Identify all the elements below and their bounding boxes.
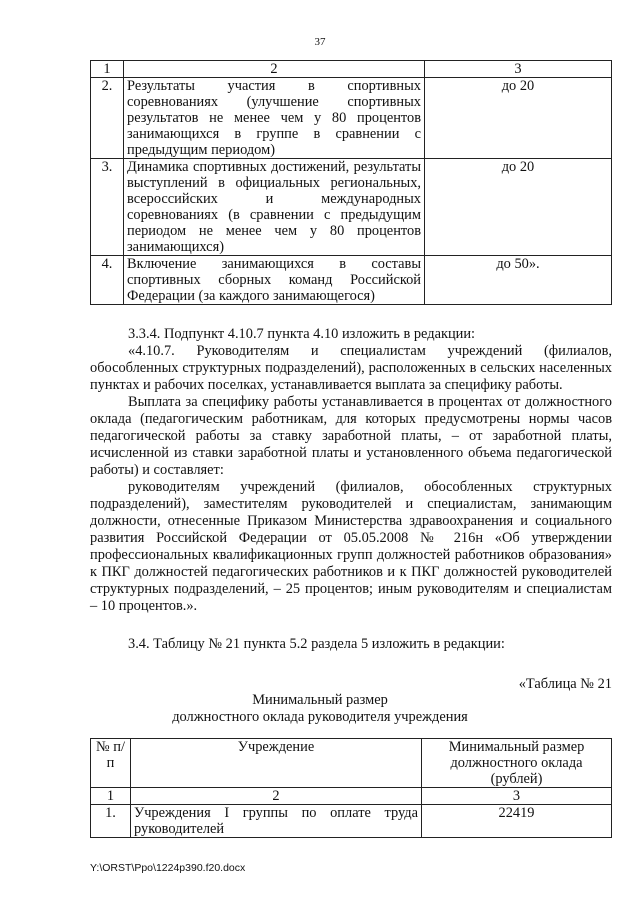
table-header-row [91, 61, 612, 78]
table-row [91, 805, 612, 838]
column-number-3: 3 [422, 788, 612, 805]
row-number: 4. [91, 256, 124, 305]
table-head-row [91, 739, 612, 788]
row-value: до 50». [425, 256, 612, 305]
column-number-1: 1 [91, 61, 124, 78]
column-header-salary: Минимальный размер должностного оклада (рублей) [422, 739, 612, 788]
row-criterion: Результаты участия в спортивных соревнованиях (улучшение спортивных результатов не менее чем у 80 процентов занимающихся в группе в сравнении с предыдущим периодом) [124, 78, 425, 159]
paragraph-amendment-heading: 3.3.4. Подпункт 4.10.7 пункта 4.10 изложить в редакции: [128, 326, 476, 342]
body-text-2 [90, 636, 612, 653]
row-criterion: Включение занимающихся в составы спортивных сборных команд Российской Федерации (за каждого занимающегося) [124, 256, 425, 305]
table-caption-line-2: должностного оклада руководителя учреждения [172, 709, 468, 725]
row-value: до 20 [425, 78, 612, 159]
row-salary: 22419 [422, 805, 612, 838]
column-header-institution: Учреждение [131, 739, 422, 788]
paragraph-table-amendment: 3.4. Таблицу № 21 пункта 5.2 раздела 5 изложить в редакции: [128, 636, 505, 652]
row-institution: Учреждения I группы по оплате труда руководителей [131, 805, 422, 838]
paragraph-percentages: руководителям учреждений (филиалов, обособленных структурных подразделений), заместителям руководителей и специалистам, занимающим должности, отнесенные Приказом Министерства здравоохранения и социального развития Российской Федерации от 05.05.2008 № 216н «Об утверждении профессиональных квалификационных групп должностей работников образования» к ПКГ должностей педагогических работников и к ПКГ должностей руководителей структурных подразделений, – 25 процентов; иным руководителям и специалистам – 10 процентов.». [90, 479, 612, 614]
column-number-2: 2 [124, 61, 425, 78]
column-number-3: 3 [425, 61, 612, 78]
minimum-salary-table [90, 738, 612, 838]
table-row [91, 256, 612, 305]
page-number: 37 [314, 36, 326, 48]
paragraph-payment-terms: Выплата за специфику работы устанавливается в процентах от должностного оклада (педагогическим работникам, для которых предусмотрены нормы часов педагогической работы за ставку заработной платы, – от заработной платы, исчисленной из ставки заработной платы и установленного объема педагогической работы) и составляет: [90, 394, 612, 478]
table-row [91, 78, 612, 159]
row-criterion: Динамика спортивных достижений, результаты выступлений в официальных региональных, всероссийских и международных соревнованиях (в сравнении с предыдущим периодом не менее чем у 80 процентов занимающихся) [124, 159, 425, 256]
bonus-criteria-table [90, 60, 612, 305]
file-path-footer: Y:\ORST\Ppo\1224p390.f20.docx [90, 862, 246, 874]
row-number: 1. [91, 805, 131, 838]
body-text [90, 326, 612, 615]
column-number-2: 2 [131, 788, 422, 805]
row-number: 3. [91, 159, 124, 256]
table-row [91, 159, 612, 256]
paragraph-4-10-7: «4.10.7. Руководителям и специалистам учреждений (филиалов, обособленных структурных подразделений), расположенных в сельских населенных пунктах и рабочих поселках, устанавливается выплата за специфику работы. [90, 343, 612, 393]
row-value: до 20 [425, 159, 612, 256]
column-header-number: № п/п [91, 739, 131, 788]
table-number-row [91, 788, 612, 805]
row-number: 2. [91, 78, 124, 159]
column-number-1: 1 [91, 788, 131, 805]
table-label: «Таблица № 21 [518, 676, 612, 692]
table-caption-line-1: Минимальный размер [252, 692, 388, 708]
